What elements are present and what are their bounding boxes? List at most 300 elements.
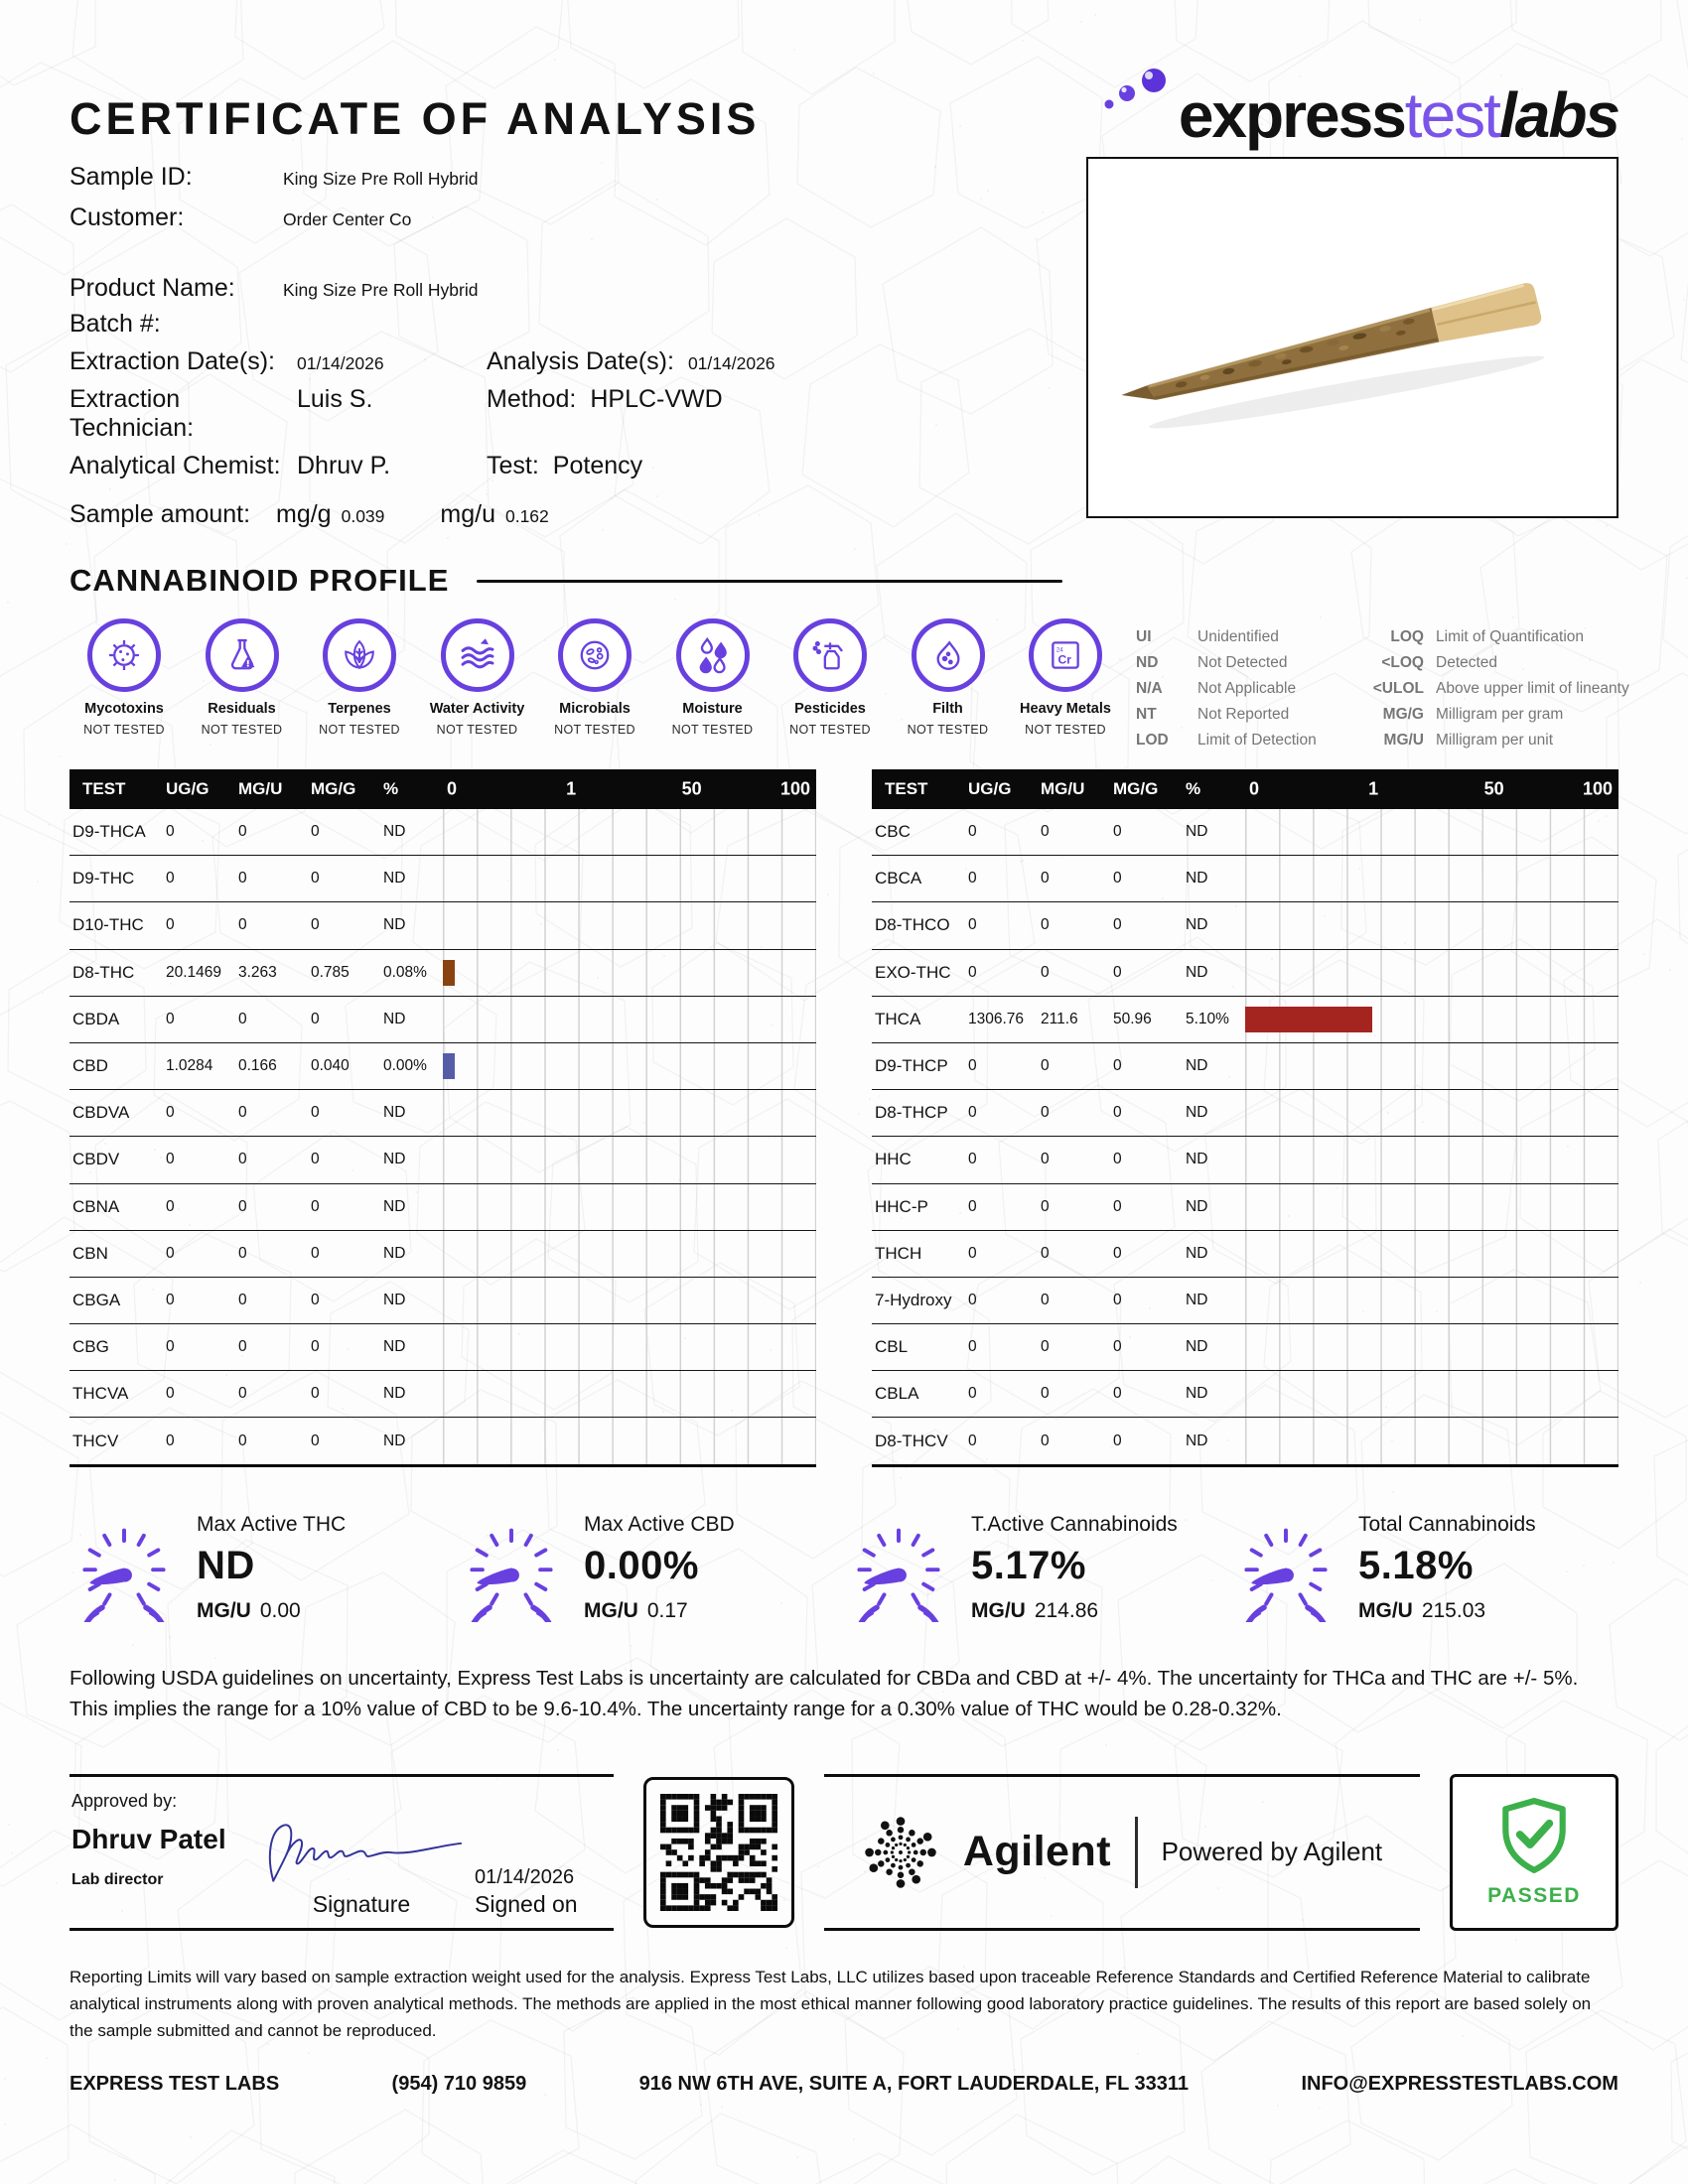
panel-status: NOT TESTED [907,723,989,737]
analysis-date-label: Analysis Date(s): [487,347,674,375]
cell-mgu: 0 [238,1151,247,1168]
cell-mgg: 0 [1113,1385,1122,1403]
sample-id-label: Sample ID: [70,163,193,191]
legend-abbr: UI [1136,628,1152,645]
cell-test: CBDV [72,1150,120,1169]
cell-ugg: 0 [166,1385,175,1403]
cell-test: THCV [72,1431,119,1450]
heading-rule [477,580,1062,583]
scale-tick: 100 [1582,778,1613,799]
cell-pct: ND [1186,823,1208,841]
cell-test: D8-THC [72,962,135,982]
section-title: CANNABINOID PROFILE [70,563,450,598]
gauge-unit-value: 215.03 [1421,1598,1486,1622]
signed-date: 01/14/2026 [475,1865,575,1888]
cell-mgg: 0 [1113,1338,1122,1356]
table-row [872,1184,1618,1231]
cell-ugg: 0 [166,870,175,887]
qr-code [643,1777,794,1928]
column-header: MG/G [311,779,356,798]
cell-mgu: 0 [238,1338,247,1356]
cell-ugg: 0 [968,870,977,887]
table-header [872,769,1618,809]
cell-ugg: 0 [166,1104,175,1122]
cell-pct: 0.00% [383,1057,427,1075]
cell-mgg: 0 [1113,1244,1122,1262]
speedometer-icon [1231,1513,1340,1622]
gauge-text [1358,1513,1536,1623]
test-panel-mycotoxins [70,618,179,737]
table-row [70,1043,816,1090]
signature-block [248,1791,475,1918]
cell-pct: ND [383,823,406,841]
gauge-unit [1358,1599,1536,1623]
gauge-title: Max Active CBD [584,1512,735,1536]
cannabinoid-profile-heading [70,563,1062,599]
extraction-date-label: Extraction Date(s): [70,347,276,375]
cell-mgu: 0 [238,1385,247,1403]
cell-ugg: 0 [166,1432,175,1449]
cell-pct: ND [383,870,406,887]
logo-test: test [1404,79,1499,151]
scale-tick: 100 [779,778,810,799]
customer-label: Customer: [70,204,185,231]
row-chart [1245,856,1618,901]
value-bar [1245,1007,1372,1032]
gauge-title: T.Active Cannabinoids [971,1512,1178,1536]
reporting-limits-note: Reporting Limits will vary based on sample extraction weight used for the analysis. Express Test Labs, LLC utilizes based upon traceable Reference Standards and Certified Reference Material to calibrate analytical instruments along with proven analytical methods. The methods are applied in the most ethical manner following good laboratory practice guidelines. The results of this report are based solely on the sample submitted and cannot be reproduced. [70,1967,1592,2040]
batch-label: Batch #: [70,310,161,338]
table-row [70,809,816,856]
cell-test: HHC [875,1150,912,1169]
footer-email: INFO@EXPRESSTESTLABS.COM [1301,2072,1618,2095]
gauge-unit-label: MG/U [1358,1598,1413,1622]
cannabinoid-table-left [70,769,816,1467]
table-row [872,856,1618,902]
cell-ugg: 0 [166,1291,175,1308]
cell-mgu: 3.263 [238,963,277,981]
speedometer-icon [457,1513,566,1622]
row-chart [443,1090,816,1136]
shield-check-icon [1495,1796,1573,1877]
row-chart [443,1137,816,1182]
cell-ugg: 0 [968,916,977,934]
cell-pct: ND [1186,1151,1208,1168]
uncertainty-note: Following USDA guidelines on uncertainty, Express Test Labs is uncertainty are calculated for CBDa and CBD at +/- 4%. The uncertainty for THCa and THC are +/- 5%. This implies the range for a 10% value of CBD to be 9.6-10.4%. The uncertainty range for a 0.30% value of THC would be 0.28-0.32%. [70,1666,1579,1720]
cell-pct: ND [1186,916,1208,934]
gauge-text [584,1513,735,1623]
speedometer-icon [844,1513,953,1622]
cell-pct: ND [383,1010,406,1027]
cell-mgg: 0 [311,1291,320,1308]
panel-name: Heavy Metals [1020,701,1111,717]
scale-tick: 1 [1368,778,1379,799]
cell-mgu: 0 [238,1197,247,1215]
logo-bubbles-icon [1099,64,1179,127]
value-bar [443,960,455,986]
row-chart [443,902,816,948]
approver-role: Lab director [71,1870,164,1888]
cell-mgu: 0 [238,916,247,934]
gauge-unit [971,1599,1178,1623]
table-row [872,950,1618,997]
test-panel-terpenes [305,618,414,737]
legend-abbr: MG/G [1382,706,1424,723]
test-panel-filth [894,618,1003,737]
cell-ugg: 0 [968,1057,977,1075]
row-chart [443,1043,816,1089]
table-row [70,997,816,1043]
footer-company: EXPRESS TEST LABS [70,2072,280,2095]
legend-abbr: <ULOL [1372,680,1424,697]
row-chart [1245,1418,1618,1463]
test-value: Potency [552,452,643,479]
logo-wordmark [1178,79,1618,151]
cell-mgg: 0.040 [311,1057,350,1075]
cell-test: CBG [72,1337,109,1357]
cell-mgg: 0 [1113,823,1122,841]
cell-mgu: 0 [238,1291,247,1308]
footer-phone: (954) 710 9859 [391,2072,527,2095]
cell-mgg: 0 [1113,1151,1122,1168]
extraction-tech-row [70,385,487,443]
footer-address: 916 NW 6TH AVE, SUITE A, FORT LAUDERDALE, FL 33311 [638,2072,1190,2095]
product-name-label: Product Name: [70,274,235,302]
mycotoxins-icon [87,618,161,692]
row-chart [1245,950,1618,996]
cell-pct: ND [1186,1385,1208,1403]
approved-by-label: Approved by: [71,1790,178,1811]
table-row [872,1137,1618,1183]
method-label: Method: [487,385,577,413]
legend-definition: Not Detected [1197,654,1288,671]
legend-definition: Not Reported [1197,706,1290,723]
cell-pct: ND [383,1338,406,1356]
panel-name: Microbials [559,701,631,717]
table-row [872,1231,1618,1278]
cell-mgg: 0 [311,870,320,887]
summary-gauges [70,1513,1618,1623]
extraction-date-row [70,347,487,376]
legend-abbr: NT [1136,706,1157,723]
row-chart [443,809,816,855]
cell-mgg: 0 [311,823,320,841]
panel-status: NOT TESTED [436,723,518,737]
agilent-starburst-icon [862,1814,939,1891]
cell-test: D8-THCP [875,1103,948,1123]
table-row [70,1371,816,1418]
cell-ugg: 0 [166,823,175,841]
cell-ugg: 0 [166,1197,175,1215]
passed-label: PASSED [1487,1884,1581,1908]
cell-mgu: 0 [238,1010,247,1027]
legend-abbr: N/A [1136,680,1163,697]
heavy-metals-icon [1029,618,1102,692]
cell-pct: ND [1186,1291,1208,1308]
cell-pct: ND [383,1432,406,1449]
cell-ugg: 0 [166,916,175,934]
panel-status: NOT TESTED [1025,723,1106,737]
legend-abbr: LOQ [1390,628,1424,645]
cell-mgg: 0 [1113,916,1122,934]
column-header: % [383,779,399,798]
agilent-strip [824,1774,1420,1931]
extraction-tech-label: Extraction Technician: [70,385,195,442]
cell-mgg: 50.96 [1113,1010,1152,1027]
cell-ugg: 1.0284 [166,1057,213,1075]
test-panel-heavy-metals [1011,618,1120,737]
table-row [872,902,1618,949]
mgu-unit-label: mg/u [440,500,495,528]
cell-pct: ND [383,1385,406,1403]
mgg-unit-label: mg/g [276,500,332,528]
column-header: TEST [82,779,126,798]
cell-test: THCVA [72,1384,129,1404]
pesticides-icon [793,618,867,692]
filth-icon [912,618,985,692]
gauge-title: Total Cannabinoids [1358,1512,1536,1536]
row-chart [1245,902,1618,948]
gauge-text [971,1513,1178,1623]
cell-mgu: 0 [1041,1197,1050,1215]
row-chart [443,950,816,996]
cell-mgu: 0.166 [238,1057,277,1075]
cell-test: CBNA [72,1196,120,1216]
panel-name: Terpenes [328,701,391,717]
scale-header [443,769,816,809]
cell-pct: ND [383,1197,406,1215]
panel-name: Residuals [208,701,276,717]
extraction-date-value: 01/14/2026 [297,353,384,373]
product-name-value: King Size Pre Roll Hybrid [283,280,479,300]
cell-mgu: 0 [1041,1338,1050,1356]
cell-ugg: 0 [968,1432,977,1449]
table-row [70,1418,816,1466]
cell-pct: ND [1186,1432,1208,1449]
row-chart [1245,1231,1618,1277]
table-row [70,1231,816,1278]
row-chart [1245,1043,1618,1089]
value-bar [443,1053,455,1079]
gauge-t-active-cannabinoids [844,1513,1231,1623]
cell-ugg: 0 [968,1197,977,1215]
cell-mgu: 0 [1041,1432,1050,1449]
gauge-unit-value: 0.17 [646,1598,688,1622]
test-panel-pesticides [775,618,885,737]
agilent-name: Agilent [962,1828,1112,1876]
gauge-value: 5.18% [1358,1543,1474,1587]
row-chart [1245,1137,1618,1182]
cell-ugg: 0 [968,963,977,981]
approver-block [71,1791,248,1918]
table-row [872,1418,1618,1466]
speedometer-icon [70,1513,179,1622]
panel-name: Moisture [682,701,743,717]
column-header: UG/G [968,779,1012,798]
gauge-value: 5.17% [971,1543,1086,1587]
panel-name: Water Activity [429,701,525,717]
cell-pct: ND [383,1151,406,1168]
cell-test: D8-THCV [875,1431,948,1450]
legend-definition: Above upper limit of lineanty [1436,680,1629,697]
signed-on-block [475,1791,612,1918]
column-header: MG/G [1113,779,1159,798]
gauge-value: 0.00% [584,1543,699,1587]
cell-test: D9-THCP [875,1056,948,1076]
gauge-unit-label: MG/U [197,1598,251,1622]
legend-abbr: LOD [1136,732,1169,749]
cell-pct: ND [383,916,406,934]
chemist-row [70,452,487,480]
qr-code-image [660,1794,777,1911]
sample-amount-label: Sample amount: [70,500,251,528]
cell-mgg: 0.785 [311,963,350,981]
row-chart [443,1278,816,1323]
panel-name: Pesticides [794,701,866,717]
cell-mgg: 0 [1113,963,1122,981]
cell-ugg: 0 [968,1244,977,1262]
row-chart [443,997,816,1042]
product-photo [1086,157,1618,518]
svg-text:Cr: Cr [1057,652,1071,667]
cell-ugg: 1306.76 [968,1010,1025,1027]
cell-test: CBCA [875,869,922,888]
gauge-unit [584,1599,735,1623]
cell-mgu: 0 [238,1104,247,1122]
extraction-tech-value: Luis S. [297,385,373,413]
cell-ugg: 0 [968,1291,977,1308]
table-row [872,1278,1618,1324]
mgu-value: 0.162 [504,506,549,526]
scale-tick: 0 [1249,778,1260,799]
column-header: % [1186,779,1201,798]
cell-mgu: 0 [1041,1151,1050,1168]
panels-and-legend [70,618,1629,750]
gauge-unit-value: 214.86 [1034,1598,1099,1622]
cell-ugg: 0 [166,1151,175,1168]
legend-abbr: ND [1136,654,1159,671]
row-chart [1245,809,1618,855]
cell-pct: 0.08% [383,963,427,981]
column-header: MG/U [238,779,283,798]
row-chart [1245,1090,1618,1136]
table-row [70,950,816,997]
moisture-icon [676,618,750,692]
table-row [70,1184,816,1231]
test-panel-residuals [188,618,297,737]
chemist-value: Dhruv P. [297,452,391,479]
cell-test: THCH [875,1243,922,1263]
cell-test: D8-THCO [875,915,950,935]
cell-pct: ND [383,1291,406,1308]
cell-test: D10-THC [72,915,144,935]
row-chart [443,856,816,901]
table-row [70,1278,816,1324]
cannabinoid-table-right [872,769,1618,1467]
table-row [70,902,816,949]
legend-definition: Not Applicable [1197,680,1297,697]
legend-abbr: <LOQ [1381,654,1424,671]
cell-mgg: 0 [311,1197,320,1215]
cell-mgg: 0 [311,1244,320,1262]
cell-test: CBC [875,822,911,842]
table-row [70,1324,816,1371]
sample-id-value: King Size Pre Roll Hybrid [283,169,479,189]
row-chart [1245,1278,1618,1323]
cell-test: 7-Hydroxy [875,1290,952,1309]
row-chart [443,1231,816,1277]
svg-text:24: 24 [1055,646,1063,654]
row-chart [1245,1371,1618,1417]
logo-express: express [1178,79,1405,151]
sample-info-section [70,163,1618,529]
not-tested-panels [70,618,1120,737]
cell-ugg: 0 [166,1338,175,1356]
cell-test: EXO-THC [875,962,951,982]
table-row [872,1371,1618,1418]
cell-pct: 5.10% [1186,1010,1229,1027]
scale-header [1245,769,1618,809]
cell-ugg: 0 [968,1385,977,1403]
gauge-value: ND [197,1543,255,1587]
terpenes-icon [323,618,396,692]
panel-status: NOT TESTED [789,723,871,737]
cell-ugg: 0 [166,1244,175,1262]
legend-definition: Milligram per unit [1436,732,1554,749]
cell-pct: ND [1186,1338,1208,1356]
row-chart [1245,1184,1618,1230]
cell-ugg: 0 [968,1104,977,1122]
legend-definition: Detected [1436,654,1498,671]
gauge-max-active-cbd [457,1513,844,1623]
cell-test: D9-THC [72,869,135,888]
cell-mgu: 0 [1041,1291,1050,1308]
residuals-icon [206,618,279,692]
customer-value: Order Center Co [283,209,412,229]
gauge-total-cannabinoids [1231,1513,1618,1623]
cell-mgu: 0 [1041,1244,1050,1262]
cell-ugg: 20.1469 [166,963,222,981]
cell-mgu: 0 [1041,1057,1050,1075]
footer [70,2073,1618,2096]
cell-mgg: 0 [311,1010,320,1027]
table-row [872,1043,1618,1090]
cell-pct: ND [1186,963,1208,981]
gauge-unit [197,1599,346,1623]
panel-status: NOT TESTED [83,723,165,737]
chemist-label: Analytical Chemist: [70,452,281,479]
agilent-tagline: Powered by Agilent [1161,1837,1383,1867]
gauge-unit-value: 0.00 [259,1598,301,1622]
legend-abbr: MG/U [1383,732,1424,749]
cell-mgu: 0 [1041,823,1050,841]
microbials-icon [558,618,632,692]
table-row [70,856,816,902]
header [70,58,1618,151]
table-row [70,1137,816,1183]
approval-box [70,1774,614,1931]
table-header [70,769,816,809]
cell-pct: ND [383,1104,406,1122]
abbreviation-legend [1136,618,1629,750]
cell-ugg: 0 [968,1338,977,1356]
panel-name: Filth [932,701,963,717]
panel-name: Mycotoxins [84,701,164,717]
gauge-title: Max Active THC [197,1512,347,1536]
page-title: CERTIFICATE OF ANALYSIS [70,93,761,144]
cell-mgg: 0 [311,1432,320,1449]
cell-pct: ND [383,1244,406,1262]
